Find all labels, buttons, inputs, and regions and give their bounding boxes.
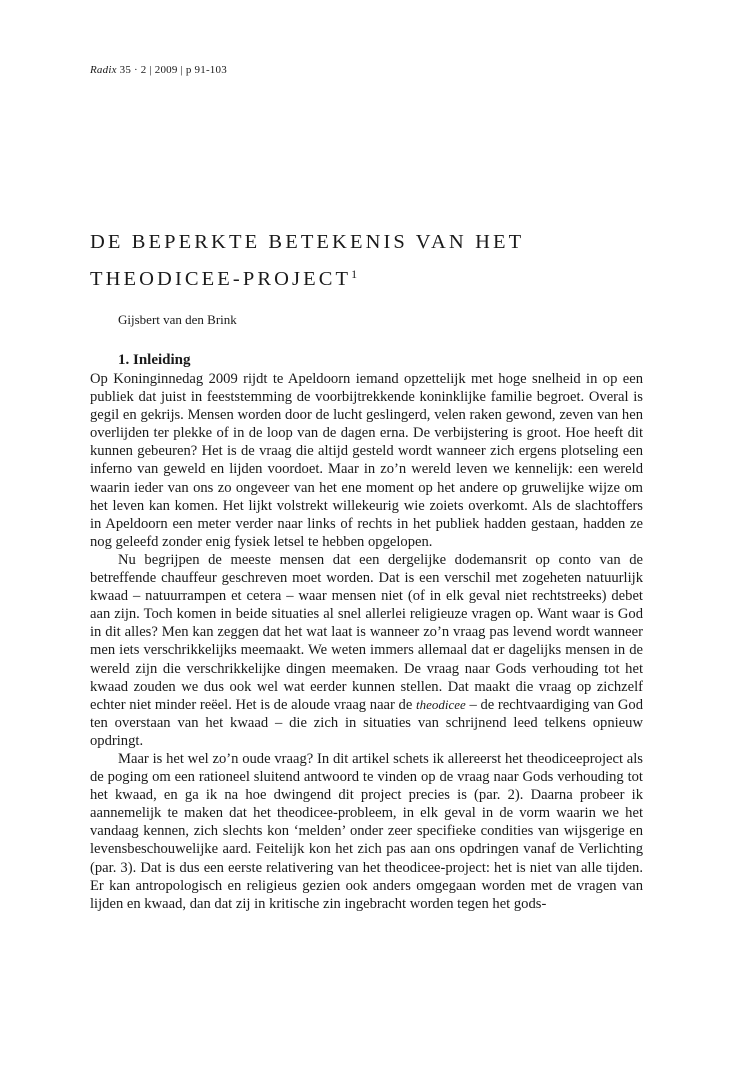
paragraph-2-text-end: – de rechtvaardiging van God ten overstaan van het kwaad – die zich in situaties van schrijnend leed telkens opnieuw opdringt. xyxy=(90,696,644,749)
paragraph-1: Op Koninginnedag 2009 rijdt te Apeldoorn iemand opzettelijk met hoge snelheid in op een publiek dat juist in feeststemming de voorbijtrekkende koninklijke familie begroet. Overal is gegil en gekrijs. Mensen worden door de lucht geslingerd, velen raken gewond, zeven van hen overlijden ter plekke of in de loop van de dagen erna. De verbijstering is groot. Hoe heeft dit kunnen gebeuren? Het is de vraag die altijd gesteld wordt wanneer zich ergens plotseling een inferno van geweld en lijden voordoet. Maar in zo’n wereld leven we kennelijk: een wereld waarin ieder van ons zo ongeveer van het ene moment op het andere op gruwelijke wijze om het leven kan komen. Het lijkt volstrekt willekeurig wie zoiets overkomt. Als de slachtoffers in Apeldoorn een meter verder naar links of rechts in het publiek hadden gestaan, hadden ze nog geleefd zonder enig fysiek letsel te hebben opgelopen. xyxy=(90,371,643,550)
running-head xyxy=(90,64,227,76)
journal-name: Radix xyxy=(90,64,117,76)
article-title xyxy=(90,226,524,295)
article-body xyxy=(90,370,643,913)
title-line-2: THEODICEE-PROJECT xyxy=(90,268,352,290)
title-line-1: DE BEPERKTE BETEKENIS VAN HET xyxy=(90,231,525,253)
term-theodicee: theodicee xyxy=(416,696,466,712)
paragraph-2-text: Nu begrijpen de meeste mensen dat een dergelijke dodemansrit op conto van de betreffende chauffeur geschreven moet worden. Dat is een verschil met zogeheten natuurlijk kwaad – natuurrampen et cetera – waar mensen niet (of in elk geval niet rechtstreeks) debet aan zijn. Toch komen in beide situaties al snel allerlei religieuze vragen op. Want waar is God in dit alles? Men kan zeggen dat het wat laat is wanneer zo’n vraag pas levend wordt wanneer men iets verschrikkelijks meemaakt. We weten immers allemaal dat er dagelijks mensen in de wereld zijn die verschrikkelijke dingen meemaken. De vraag naar Gods verhouding tot het kwaad zouden we dus ook wel wat eerder kunnen stellen. Dat maakt die vraag op zichzelf echter niet minder reëel. Het is de aloude vraag naar de xyxy=(90,551,643,713)
section-heading: 1. Inleiding xyxy=(118,352,191,368)
footnote-reference[interactable]: 1 xyxy=(351,267,358,281)
issue-info: 35 · 2 | 2009 | p 91-103 xyxy=(116,64,227,76)
article-page xyxy=(90,0,643,1068)
paragraph-3: Maar is het wel zo’n oude vraag? In dit artikel schets ik allereerst het theodiceeproject als de poging om een rationeel sluitend antwoord te vinden op de vraag naar Gods verhouding tot het kwaad, en ga ik na hoe dwingend dit project precies is (par. 2). Daarna probeer ik aannemelijk te maken dat het theodicee-probleem, in elk geval in de vorm waarin we het vandaag kennen, zich slechts kon ‘melden’ onder zeer specifieke condities van wijsgerige en levensbeschouwelijke aard. Feitelijk kon het zich pas aan ons opdringen vanaf de Verlichting (par. 3). Dat is dus een eerste relativering van het theodicee-project: het is niet van alle tijden. Er kan antropologisch en religieus gezien ook anders omgegaan worden met de vragen van lijden en kwaad, dan dat zij in kritische zin ingebracht worden tegen het gods- xyxy=(90,750,643,912)
paragraph-2 xyxy=(90,551,643,750)
author-name: Gijsbert van den Brink xyxy=(118,312,237,327)
